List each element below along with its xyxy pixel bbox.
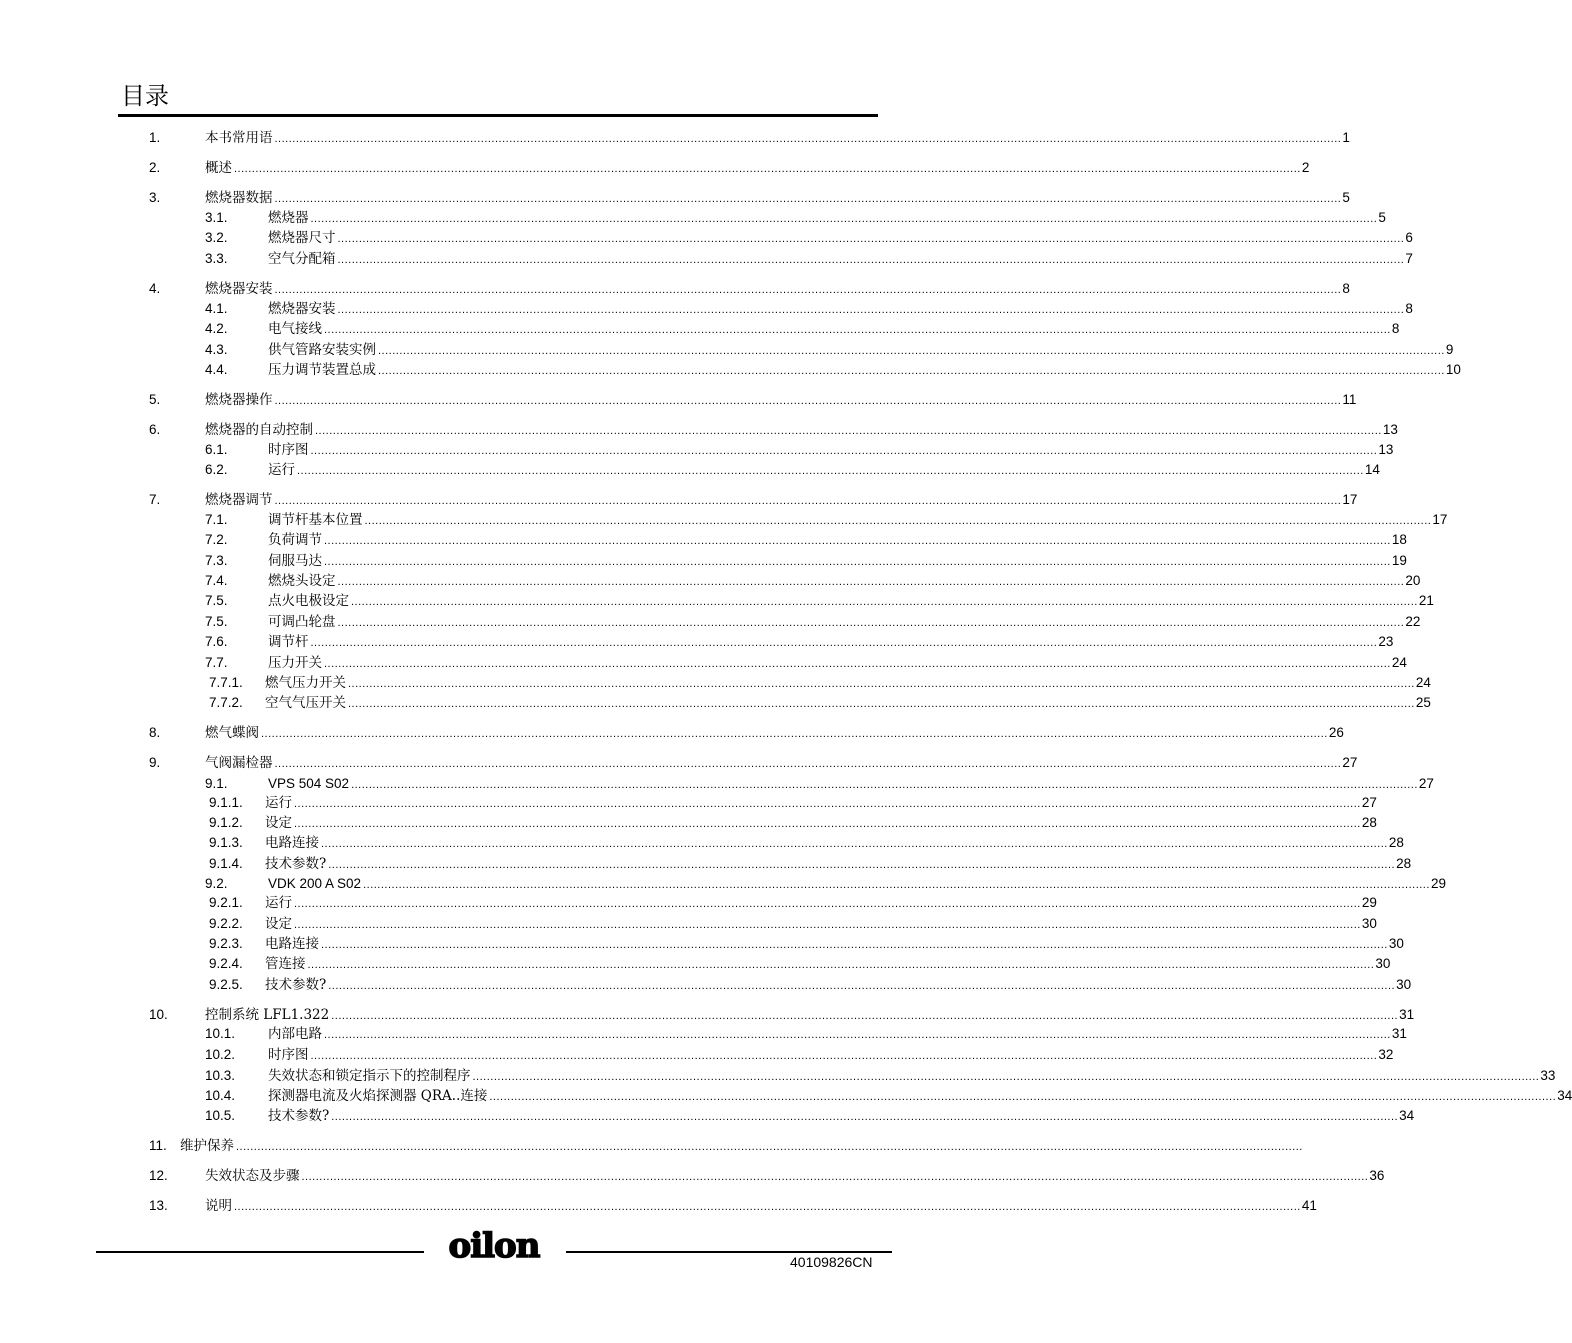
toc-entry-title: 电路连接 [265,835,319,851]
toc-entry[interactable] [0,813,1377,833]
dot-leader: ............................................................................................................................................................................................................................................................................................................ [234,163,1301,175]
dot-leader: ............................................................................................................................................................................................................................................................................................................ [236,1141,1303,1153]
toc-entry-number: 9.1.2. [209,815,243,830]
toc-entry[interactable] [0,954,1391,974]
toc-entry[interactable] [0,591,1434,611]
toc-entry-number: 9.1.4. [209,856,243,871]
toc-entry-number: 8. [149,725,161,740]
toc-entry-number: 4.2. [205,321,228,336]
dot-leader: ............................................................................................................................................................................................................................................................................................................ [297,465,1364,477]
toc-entry-number: 7.1. [205,512,228,527]
toc-entry[interactable] [0,319,1400,339]
toc-entry-title: 概述 [205,160,232,176]
dot-leader: ............................................................................................................................................................................................................................................................................................................ [274,395,1342,407]
dot-leader: ............................................................................................................................................................................................................................................................................................................ [472,1071,1540,1083]
toc-entry-title: 设定 [265,815,292,831]
toc-entry[interactable] [0,551,1407,571]
toc-entry-page: 19 [1391,553,1407,568]
dot-leader: ............................................................................................................................................................................................................................................................................................................ [294,898,1361,910]
toc-entry[interactable] [0,440,1394,460]
toc-entry-page: 34 [1399,1108,1415,1123]
dot-leader: ............................................................................................................................................................................................................................................................................................................ [324,324,1391,336]
toc-entry-title: 技术参数? [265,977,327,993]
dot-leader: ............................................................................................................................................................................................................................................................................................................ [364,515,1432,527]
dot-leader: ............................................................................................................................................................................................................................................................................................................ [274,495,1342,507]
toc-entry-title: 供气管路安装实例 [268,342,376,358]
dot-leader: ............................................................................................................................................................................................................................................................................................................ [307,959,1375,971]
toc-entry-number: 7.7.2. [209,695,243,710]
toc-entry-number: 7.7. [205,655,228,670]
dot-leader: ............................................................................................................................................................................................................................................................................................................ [324,658,1391,670]
toc-entry-title: 伺服马达 [268,553,322,569]
toc-entry-number: 7.3. [205,553,228,568]
toc-entry-title: VDK 200 A S02 [268,874,363,894]
toc-entry-title: 运行 [265,795,292,811]
toc-entry-number: 9.2.5. [209,977,243,992]
toc-entry-page: 30 [1361,916,1377,931]
dot-leader: ............................................................................................................................................................................................................................................................................................................ [310,637,1378,649]
dot-leader: ............................................................................................................................................................................................................................................................................................................ [310,1050,1378,1062]
toc-entry-number: 10. [149,1007,168,1022]
toc-entry[interactable] [0,893,1377,913]
toc-entry-page: 2 [1301,160,1310,175]
dot-leader: ............................................................................................................................................................................................................................................................................................................ [351,779,1418,791]
dot-leader: ............................................................................................................................................................................................................................................................................................................ [315,425,1382,437]
toc-entry-page: 28 [1388,835,1404,850]
toc-entry[interactable] [0,774,1434,794]
toc-entry-page: 20 [1405,573,1421,588]
toc-entry-page: 30 [1396,977,1412,992]
toc-entry-title: 管连接 [265,956,306,972]
toc-entry-title: 时序图 [268,1047,309,1063]
toc-entry[interactable] [0,390,1357,410]
toc-entry[interactable] [0,208,1386,228]
toc-entry-title: 电气接线 [268,321,322,337]
toc-entry-title: 点火电极设定 [268,593,349,609]
toc-entry-title: 失效状态和锁定指示下的控制程序 [268,1068,471,1084]
toc-entry[interactable] [0,975,1412,995]
toc-entry-number: 7.5. [205,614,228,629]
dot-leader: ............................................................................................................................................................................................................................................................................................................ [324,535,1391,547]
toc-entry[interactable] [0,1166,1385,1186]
toc-entry-page: 34 [1557,1088,1572,1103]
toc-entry[interactable] [0,833,1404,853]
toc-entry-page: 31 [1391,1026,1407,1041]
toc-entry[interactable] [0,854,1412,874]
toc-entry-page: 8 [1342,281,1350,296]
toc-entry-title: 运行 [265,895,292,911]
dot-leader: ............................................................................................................................................................................................................................................................................................................ [324,1029,1391,1041]
toc-entry-number: 5. [149,392,161,407]
toc-entry[interactable] [0,249,1413,269]
toc-entry-title: 可调凸轮盘 [268,614,336,630]
toc-entry-number: 9.1. [205,776,228,791]
toc-entry-page: 13 [1378,442,1394,457]
toc-entry-page: 8 [1391,321,1400,336]
toc-entry-page: 25 [1415,695,1431,710]
dot-leader: ............................................................................................................................................................................................................................................................................................................ [274,193,1342,205]
toc-entry[interactable] [0,360,1461,380]
toc-entry[interactable] [0,158,1310,178]
toc-entry-number: 9.1.3. [209,835,243,850]
toc-entry-number: 9.2.4. [209,956,243,971]
toc-entry[interactable] [0,510,1448,530]
toc-entry[interactable] [0,1005,1415,1025]
toc-entry-number: 4. [149,281,161,296]
toc-entry[interactable] [0,1045,1394,1065]
toc-entry-page: 13 [1382,422,1398,437]
toc-entry-title: 燃烧器数据 [205,190,273,206]
toc-entry-number: 6.1. [205,442,228,457]
toc-entry-page: 24 [1415,675,1431,690]
toc-entry-page: 27 [1342,755,1358,770]
toc-entry-title: 燃烧器安装 [268,301,336,317]
toc-entry-title: 运行 [268,462,295,478]
toc-entry-number: 7.5. [205,593,228,608]
toc-entry[interactable] [0,693,1431,713]
toc-entry-title: 设定 [265,916,292,932]
toc-entry-title: 控制系统 LFL1.322 [205,1007,330,1023]
dot-leader: ............................................................................................................................................................................................................................................................................................................ [337,233,1405,245]
toc-entry-number: 10.3. [205,1068,236,1083]
toc-entry-title: 失效状态及步骤 [205,1168,300,1184]
toc-entry[interactable] [0,1196,1317,1216]
oilon-logo [430,1228,558,1264]
dot-leader: ............................................................................................................................................................................................................................................................................................................ [328,859,1396,871]
toc-entry-number: 3.2. [205,230,228,245]
toc-entry-title: 时序图 [268,442,309,458]
toc-entry-title: 燃烧器 [268,210,309,226]
toc-entry-page: 28 [1361,815,1377,830]
dot-leader: ............................................................................................................................................................................................................................................................................................................ [274,284,1342,296]
dot-leader: ............................................................................................................................................................................................................................................................................................................ [294,919,1361,931]
toc-entry-title: 维护保养 [180,1138,234,1154]
toc-entry[interactable] [0,1024,1407,1044]
toc-entry[interactable] [0,874,1446,894]
toc-entry-number: 6. [149,422,161,437]
toc-entry-number: 7. [149,492,161,507]
toc-entry-number: 9.2.1. [209,895,243,910]
toc-entry-title: 本书常用语 [205,130,273,146]
dot-leader: ............................................................................................................................................................................................................................................................................................................ [337,304,1405,316]
toc-entry-title: 燃气蝶阀 [205,725,259,741]
toc-entry-page: 29 [1361,895,1377,910]
toc-title: 目录 [121,82,169,110]
toc-entry-page: 28 [1396,856,1412,871]
toc-entry[interactable] [0,571,1421,591]
toc-entry-number: 6.2. [205,462,228,477]
dot-leader: ............................................................................................................................................................................................................................................................................................................ [489,1091,1557,1103]
toc-entry-title: 燃烧器尺寸 [268,230,336,246]
dot-leader: ............................................................................................................................................................................................................................................................................................................ [301,1171,1369,1183]
toc-entry-page: 18 [1391,532,1407,547]
toc-entry-number: 10.2. [205,1047,236,1062]
toc-entry[interactable] [0,914,1377,934]
toc-entry-page: 27 [1418,776,1434,791]
toc-entry-title: 负荷调节 [268,532,322,548]
toc-entry-number: 3.1. [205,210,228,225]
toc-entry-page: 36 [1369,1168,1385,1183]
toc-entry[interactable] [0,653,1407,673]
dot-leader: ............................................................................................................................................................................................................................................................................................................ [274,133,1342,145]
toc-entry-number: 10.1. [205,1026,236,1041]
toc-entry[interactable] [0,420,1398,440]
toc-entry-number: 4.4. [205,362,228,377]
toc-entry[interactable] [0,128,1350,148]
toc-entry[interactable] [0,279,1350,299]
toc-entry[interactable] [0,793,1377,813]
dot-leader: ............................................................................................................................................................................................................................................................................................................ [294,818,1361,830]
toc-entry-page: 31 [1399,1007,1415,1022]
toc-entry-title: 气阀漏检器 [205,755,273,771]
toc-entry[interactable] [0,1086,1572,1106]
toc-entry-page: 11 [1342,392,1357,407]
toc-entry-page: 17 [1342,492,1358,507]
dot-leader: ............................................................................................................................................................................................................................................................................................................ [331,1010,1399,1022]
toc-entry-title: 调节杆基本位置 [268,512,363,528]
logo-text: oilon [448,1226,540,1266]
toc-entry-page: 30 [1375,956,1391,971]
toc-entry-title: 燃烧器的自动控制 [205,422,313,438]
toc-entry-title: 技术参数? [265,856,327,872]
toc-entry-number: 3. [149,190,161,205]
toc-entry[interactable] [0,460,1380,480]
toc-entry[interactable] [0,673,1431,693]
toc-entry-title: 空气气压开关 [265,695,346,711]
toc-entry-title: 压力调节装置总成 [268,362,376,378]
dot-leader: ............................................................................................................................................................................................................................................................................................................ [328,980,1396,992]
dot-leader: ............................................................................................................................................................................................................................................................................................................ [261,728,1328,740]
footer-rule-left [96,1251,424,1253]
toc-entry-number: 9.2. [205,876,228,891]
toc-entry[interactable] [0,753,1358,773]
toc-entry-title: 说明 [205,1198,232,1214]
dot-leader: ............................................................................................................................................................................................................................................................................................................ [321,838,1388,850]
toc-entry-title: 内部电路 [268,1026,322,1042]
title-rule [118,114,878,117]
toc-entry-page: 30 [1388,936,1404,951]
toc-entry-page: 14 [1364,462,1380,477]
toc-entry-page: 7 [1405,251,1413,266]
toc-entry-number: 4.3. [205,342,228,357]
toc-entry-number: 10.4. [205,1088,236,1103]
toc-entry-title: 燃烧器操作 [205,392,273,408]
toc-entry[interactable] [0,723,1344,743]
toc-entry-number: 10.5. [205,1108,236,1123]
toc-entry-title: 燃烧器调节 [205,492,273,508]
toc-entry[interactable] [0,934,1404,954]
toc-entry[interactable] [0,632,1394,652]
toc-entry-title: 探测器电流及火焰探测器 QRA..连接 [268,1088,488,1104]
toc-entry-title: VPS 504 S02 [268,774,351,794]
toc-entry-title: 燃烧器安装 [205,281,273,297]
toc-entry[interactable] [0,1136,1303,1156]
footer-rule-right [566,1251,892,1253]
toc-entry[interactable] [0,299,1413,319]
toc-entry-number: 7.7.1. [209,675,243,690]
toc-entry[interactable] [0,228,1413,248]
dot-leader: ............................................................................................................................................................................................................................................................................................................ [378,365,1445,377]
toc-entry-number: 13. [149,1198,168,1213]
toc-entry-page: 6 [1405,230,1413,245]
toc-entry-number: 7.2. [205,532,228,547]
dot-leader: ............................................................................................................................................................................................................................................................................................................ [324,556,1391,568]
dot-leader: ............................................................................................................................................................................................................................................................................................................ [310,213,1378,225]
toc-entry-page: 33 [1540,1068,1556,1083]
toc-entry[interactable] [0,340,1454,360]
toc-entry-number: 11. [149,1138,167,1153]
dot-leader: ............................................................................................................................................................................................................................................................................................................ [337,576,1405,588]
toc-entry-number: 7.6. [205,634,228,649]
dot-leader: ............................................................................................................................................................................................................................................................................................................ [294,798,1361,810]
toc-entry-number: 3.3. [205,251,228,266]
toc-entry-number: 12. [149,1168,168,1183]
toc-entry-page: 22 [1405,614,1421,629]
toc-entry-page: 8 [1405,301,1413,316]
toc-entry[interactable] [0,612,1421,632]
toc-entry-page: 23 [1378,634,1394,649]
toc-entry-page: 32 [1378,1047,1394,1062]
toc-entry-page: 21 [1418,593,1434,608]
toc-entry[interactable] [0,1066,1556,1086]
toc-entry-title: 燃烧头设定 [268,573,336,589]
dot-leader: ............................................................................................................................................................................................................................................................................................................ [321,939,1388,951]
toc-entry[interactable] [0,1106,1415,1126]
dot-leader: ............................................................................................................................................................................................................................................................................................................ [348,678,1415,690]
toc-entry[interactable] [0,188,1350,208]
toc-entry-title: 燃气压力开关 [265,675,346,691]
toc-entry-number: 9. [149,755,161,770]
toc-entry-page: 10 [1445,362,1461,377]
dot-leader: ............................................................................................................................................................................................................................................................................................................ [234,1201,1301,1213]
toc-entry-number: 7.4. [205,573,228,588]
toc-entry-number: 2. [149,160,161,175]
toc-entry-page: 26 [1328,725,1344,740]
toc-entry-page: 17 [1432,512,1448,527]
toc-entry[interactable] [0,530,1407,550]
toc-entry-page: 5 [1378,210,1386,225]
toc-entry-number: 1. [149,130,161,145]
dot-leader: ............................................................................................................................................................................................................................................................................................................ [310,445,1378,457]
toc-entry-number: 9.2.3. [209,936,243,951]
dot-leader: ............................................................................................................................................................................................................................................................................................................ [351,596,1418,608]
toc-entry-title: 空气分配箱 [268,251,336,267]
dot-leader: ............................................................................................................................................................................................................................................................................................................ [378,345,1445,357]
toc-entry-number: 9.2.2. [209,916,243,931]
toc-entry-page: 9 [1445,342,1454,357]
toc-entry-number: 4.1. [205,301,228,316]
toc-entry-title: 电路连接 [265,936,319,952]
toc-entry-page: 24 [1391,655,1407,670]
dot-leader: ............................................................................................................................................................................................................................................................................................................ [337,617,1405,629]
toc-entry-title: 调节杆 [268,634,309,650]
dot-leader: ............................................................................................................................................................................................................................................................................................................ [363,879,1430,891]
dot-leader: ............................................................................................................................................................................................................................................................................................................ [331,1111,1399,1123]
toc-entry-page: 29 [1430,876,1446,891]
toc-entry-page: 27 [1361,795,1377,810]
dot-leader: ............................................................................................................................................................................................................................................................................................................ [348,698,1415,710]
toc-entry-page: 41 [1301,1198,1317,1213]
toc-entry-number: 9.1.1. [209,795,243,810]
toc-entry-page: 1 [1342,130,1350,145]
toc-entry-title: 压力开关 [268,655,322,671]
document-code: 40109826CN [790,1254,873,1270]
dot-leader: ............................................................................................................................................................................................................................................................................................................ [274,758,1342,770]
dot-leader: ............................................................................................................................................................................................................................................................................................................ [337,254,1405,266]
toc-entry-title: 技术参数? [268,1108,330,1124]
toc-entry[interactable] [0,490,1358,510]
toc-entry-page: 5 [1342,190,1350,205]
